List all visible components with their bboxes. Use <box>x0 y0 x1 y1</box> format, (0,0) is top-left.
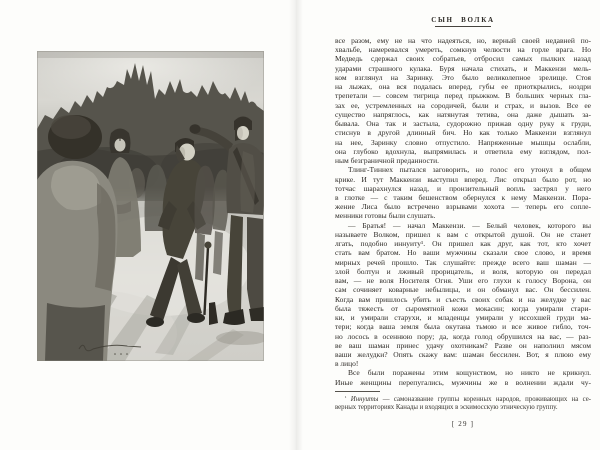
text-line: ве ваш шаман принес удачу охотникам? Разве он наполнил мясом <box>335 340 591 350</box>
text-line: — Братья! — начал Маккензи. — Белый человек, которого вы <box>348 220 591 230</box>
text-line: менники готовы были слушать. <box>335 211 436 221</box>
text-line: Медведь сдержал своих собратьев, отбросил самых пылких назад <box>335 54 591 64</box>
text-line: Иные женщины перепугались, мужчины же в волнении ждали чу- <box>335 377 591 387</box>
text-line: вам, — не воля Носителя Огня. Уши его глухи к голосу Ворона, он <box>335 276 591 286</box>
footnote-text: — самоназвание группы коренных народов, проживающих на се- <box>378 395 591 403</box>
text-line: зах ее, устремленных на сородичей, были и страх, и вызов. Все ее <box>335 100 591 110</box>
text-line: тери; когда ваша земля была окутана тьмою и все живое гибло, точ- <box>335 322 591 332</box>
text-line: в лицо! <box>335 359 359 369</box>
text-line: стать вам братом. Но ваши мужчины сказали свое слово, и время <box>335 248 591 258</box>
body-text <box>335 36 591 387</box>
text-line: мирных речей прошло. Так слушайте: прежде всего ваш шаман — <box>335 257 591 267</box>
footnote-line <box>335 395 591 404</box>
page-number: [ 29 ] <box>451 420 475 429</box>
text-line: трепетали — совсем тигрица перед прыжком. В больших черных гла- <box>335 91 591 101</box>
text-line: лгать, подобно иннуиту¹. Он пришел как друг, как тот, кто хочет <box>335 239 591 249</box>
text-line: все разом, ему не на что надеяться, но, верный своей недавней по- <box>335 36 591 45</box>
text-line: ваши желудки? Опять скажу вам: шаман бессилен. Вот, я плюю ему <box>335 349 591 359</box>
footnote-marker: ¹ <box>345 395 347 401</box>
footnote-rule <box>335 391 380 392</box>
text-line: Все были поражены этим кощунством, но никто не крикнул. <box>348 368 591 378</box>
text-line: злой болтун и лживый прорицатель, и воля, которую он передал <box>335 266 591 276</box>
running-head: СЫН ВОЛКА <box>431 16 495 24</box>
text-line: жение Лиса было встречено взрывами хохота — теперь его сопле- <box>335 202 591 212</box>
text-line: ударами страшного кулака. Буря начала стихать, и Маккензи мель- <box>335 63 591 73</box>
text-line: на нее, Заринку словно отпустило. Напряженные мышцы ослабли, <box>335 137 591 147</box>
footnote <box>335 395 591 412</box>
text-line: в глотке — с таким бешенством обернулся к нему Маккензи. Пора- <box>335 192 591 202</box>
text-line: хвальбе, намеревался умереть, сомкнув челюсти на горле врага. Но <box>335 45 591 55</box>
text-line: тотчас шарахнулся назад, и пронзительный вопль застрял у него <box>335 183 591 193</box>
text-line: крике. И тут Маккензи выступил вперед. Лис открыл было рот, но <box>335 174 591 184</box>
text-line: существо напряглось, как натянутая тетива, она даже дышать за- <box>335 109 591 119</box>
text-line: сам сочиняет коварные небылицы, и он обманул вас. Он бессилен. <box>335 285 591 295</box>
text-line: ки, и умирали старухи, и младенцы умирали у иссохшей груди ма- <box>335 313 591 323</box>
footnote-term: Иннуиты <box>350 395 379 403</box>
text-column <box>335 0 591 428</box>
text-line: называете Волком, пришел к вам с открытой душой. Он не станет <box>335 229 591 239</box>
text-line: стиснув в другой длинный бич. Но как только Маккензи взглянул <box>335 128 591 138</box>
page-right <box>300 0 600 450</box>
text-line: была тяжесть от сыромятной кожи мокасин; когда умирали стари- <box>335 303 591 313</box>
illustration <box>37 51 264 361</box>
footnote-line: верных территориях Канады и входящих в эскимосскую этническую группу. <box>335 404 558 412</box>
text-line: Тлинг-Тиннех пытался заговорить, но голос его утонул в общем <box>348 165 591 175</box>
text-line: ным безграничной преданности. <box>335 156 439 166</box>
text-line: ком взглянул на Заринку. Это было великолепное зрелище. Стоя <box>335 72 591 82</box>
text-line: но лосось в осеннюю пору; да, когда голод обрушился на вас, — раз- <box>335 331 591 341</box>
text-line: она глубоко вдохнула, выпрямилась и ответила ему взглядом, пол- <box>335 146 591 156</box>
text-line: бывала. Она так и застыла, судорожно прижав одну руку к груди, <box>335 119 591 129</box>
running-head-rule <box>435 26 491 27</box>
text-line: на лыжах, она вся подалась вперед, губы ее приоткрылись, ноздри <box>335 82 591 92</box>
text-line: Когда вам пришлось убить и съесть своих собак и на желудке у вас <box>335 294 591 304</box>
